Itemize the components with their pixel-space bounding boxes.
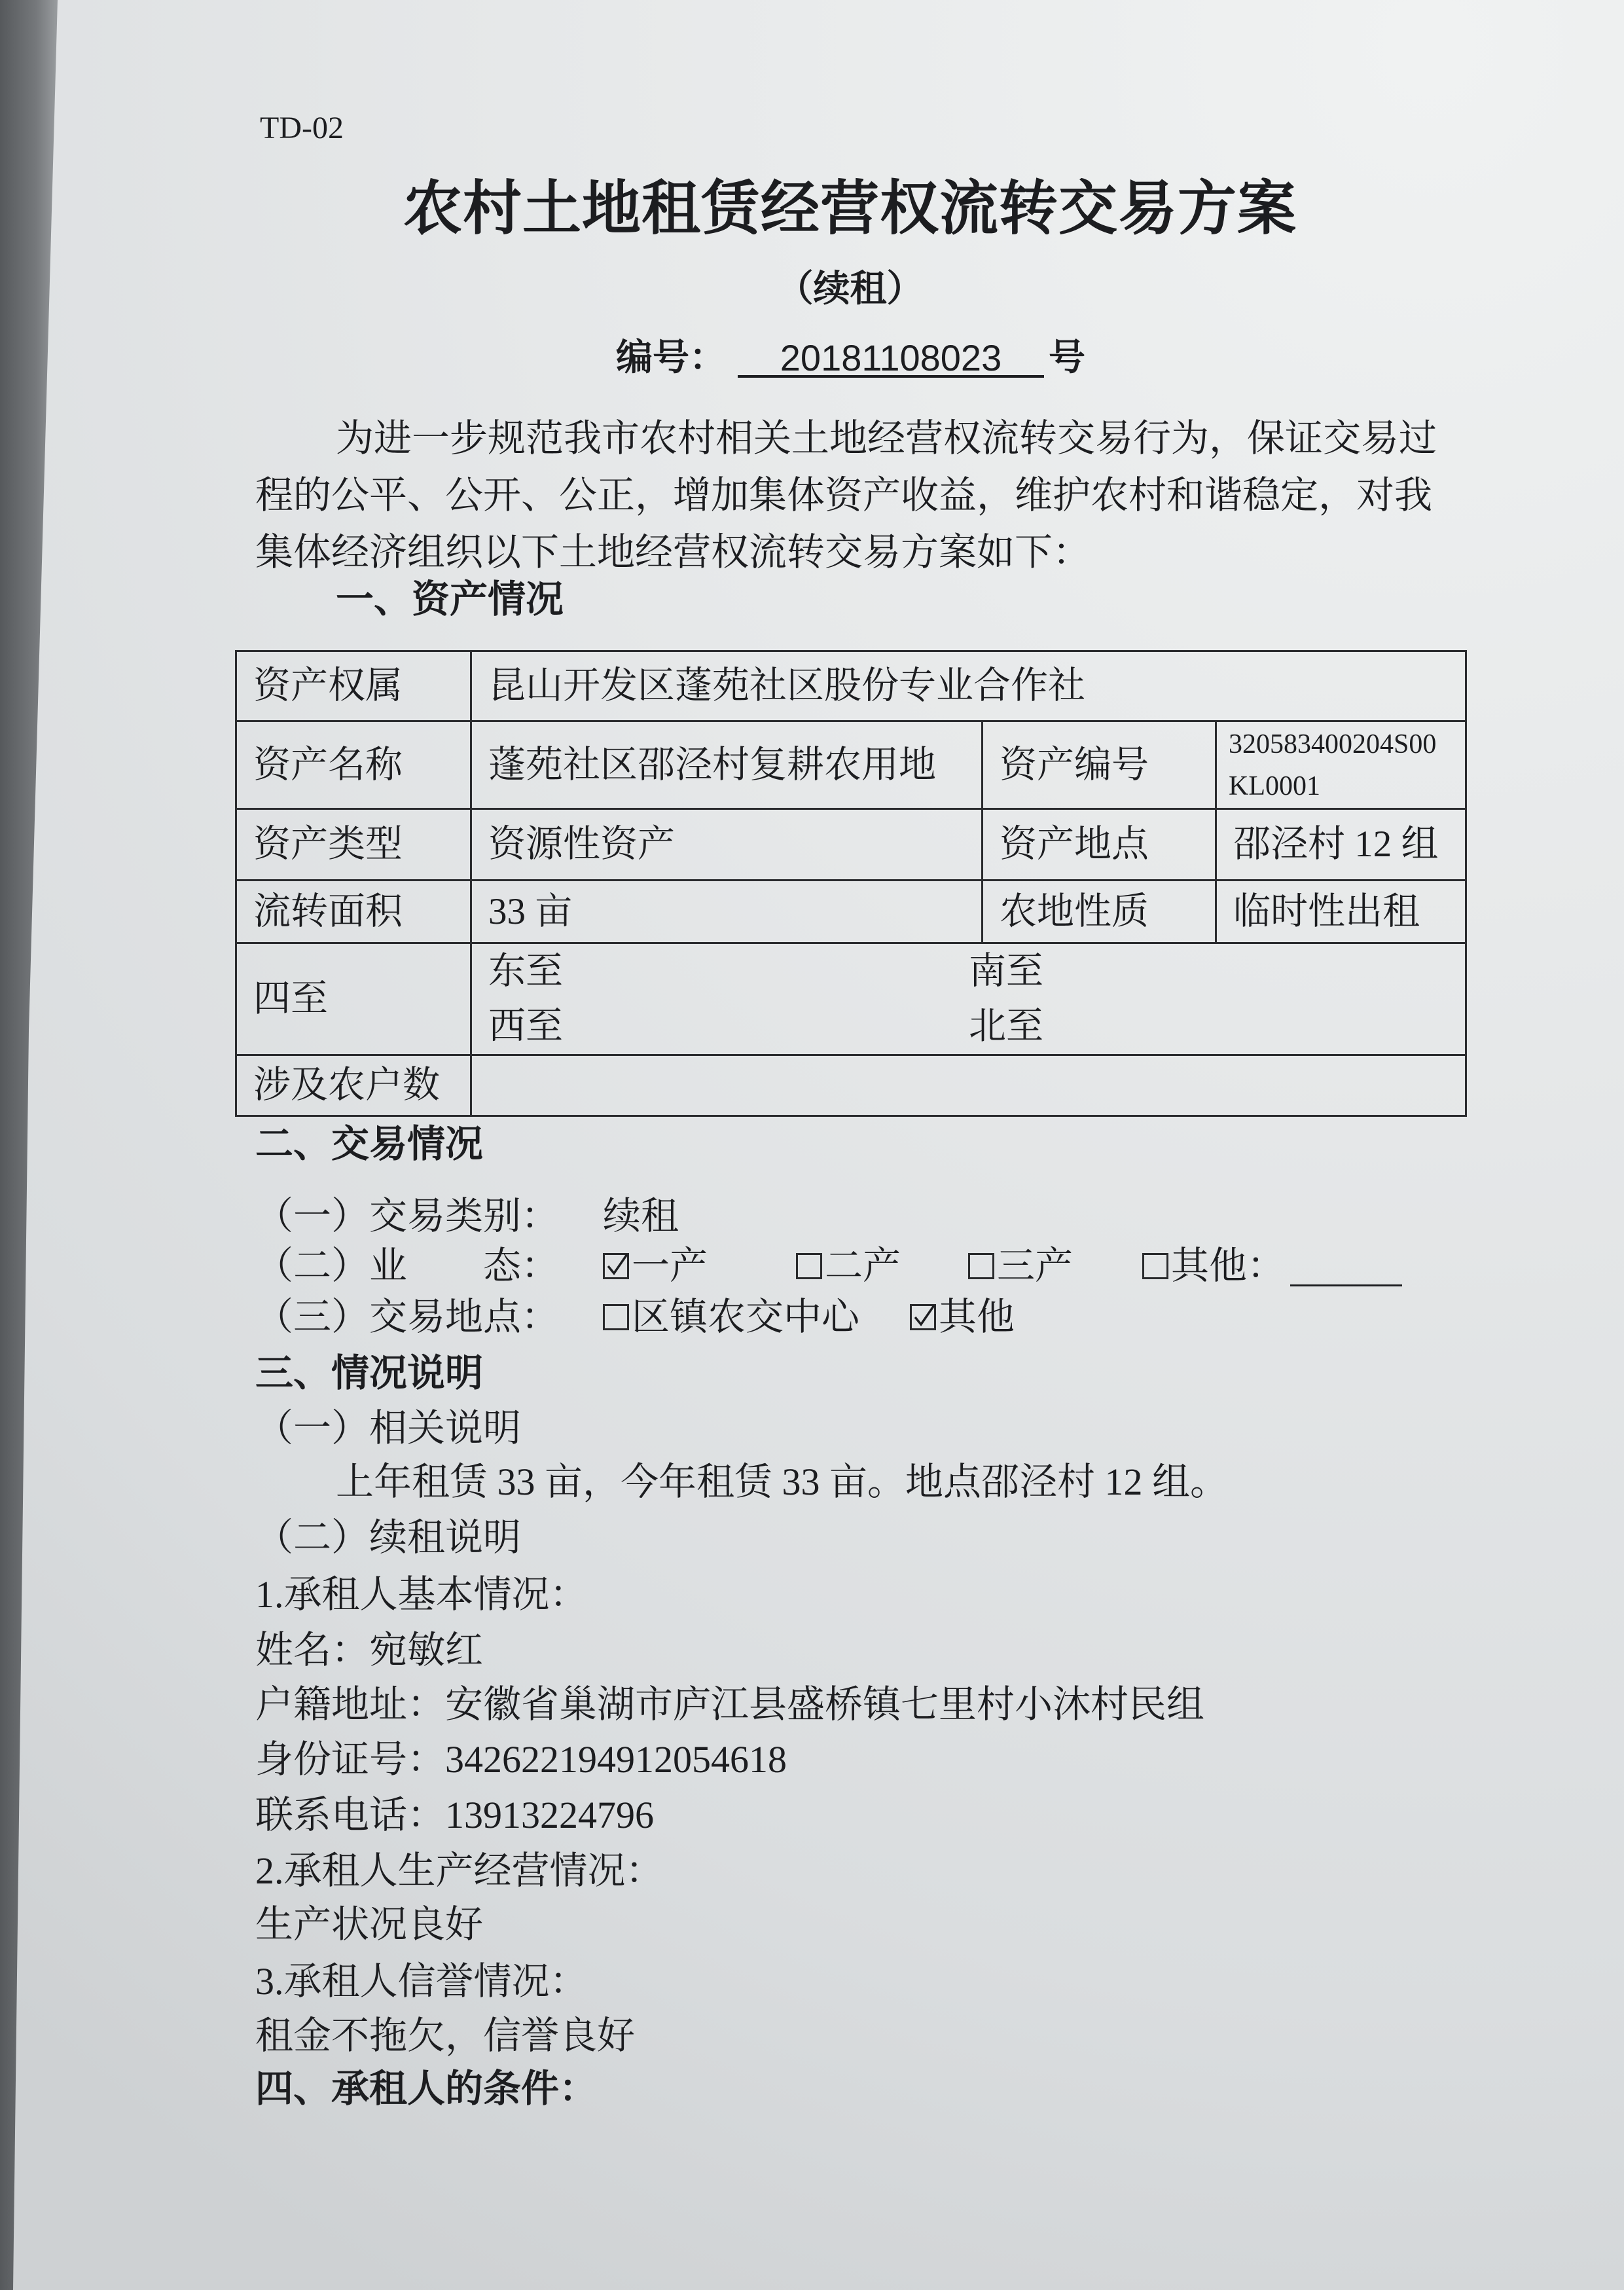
lessee-basic-heading: 1.承租人基本情况：: [255, 1573, 588, 1616]
land-nature-label: 农地性质: [983, 881, 1216, 943]
industry-option: [603, 1239, 708, 1294]
venue-option-label: 区镇农交中心: [632, 1296, 860, 1338]
number-label: 编号：: [616, 336, 726, 379]
lessee-address-line: [255, 1677, 1465, 1732]
asset-table: [235, 650, 1467, 1117]
lessee-id-value: 342622194912054618: [445, 1738, 787, 1781]
industry-label: （二）业 态：: [255, 1245, 560, 1287]
industry-option: [1142, 1239, 1402, 1294]
intro-line: 为进一步规范我市农村相关土地经营权流转交易行为，保证交易过: [336, 417, 1437, 460]
table-row: [236, 881, 1466, 943]
industry-option: [796, 1239, 901, 1294]
industry-option-label: 一产: [632, 1245, 708, 1287]
lessee-name-line: [255, 1623, 1465, 1678]
households-value: [471, 1055, 1466, 1116]
venue-option: [603, 1290, 859, 1345]
transaction-category-value: 续租: [603, 1195, 679, 1237]
number-value: 20181108023: [738, 338, 1044, 378]
boundary-north: 北至: [969, 1006, 1043, 1047]
lessee-address-value: 安徽省巢湖市庐江县盛桥镇七里村小沐村民组: [445, 1683, 1205, 1726]
boundary-label: 四至: [236, 943, 471, 1055]
boundary-grid: [488, 944, 1465, 1054]
industry-option: [968, 1239, 1073, 1294]
transaction-category-label: （一）交易类别：: [255, 1195, 560, 1237]
asset-code-label: 资产编号: [983, 721, 1216, 809]
asset-code-line: KL0001: [1229, 771, 1320, 801]
lessee-id-label: 身份证号：: [255, 1738, 446, 1781]
industry-option-label: 三产: [997, 1245, 1074, 1287]
lessee-name-label: 姓名：: [255, 1629, 370, 1671]
lessee-production-value: 生产状况良好: [255, 1903, 484, 1946]
lessee-production-heading: 2.承租人生产经营情况：: [255, 1849, 664, 1892]
lessee-phone-value: 13913224796: [445, 1794, 655, 1836]
households-label: 涉及农户数: [236, 1055, 471, 1116]
industry-option-label: 其他：: [1171, 1245, 1286, 1287]
document-subtitle: （续租）: [776, 268, 924, 310]
land-nature-value: 临时性出租: [1216, 881, 1466, 943]
lessee-id-line: [255, 1732, 1465, 1787]
checkbox-icon: [1142, 1253, 1168, 1279]
related-notes-heading: （一）相关说明: [255, 1407, 522, 1449]
industry-option-label: 二产: [825, 1245, 901, 1287]
document-number-line: [616, 335, 1085, 381]
asset-name-label: 资产名称: [236, 721, 471, 809]
table-row: [236, 1055, 1466, 1116]
document-code: TD-02: [260, 111, 344, 145]
document-title: 农村土地租赁经营权流转交易方案: [403, 174, 1297, 243]
asset-location-value: 邵泾村 12 组: [1216, 809, 1466, 881]
intro-paragraph: [255, 410, 1437, 581]
checkbox-icon: [968, 1253, 994, 1279]
related-notes-text: 上年租赁 33 亩，今年租赁 33 亩。地点邵泾村 12 组。: [336, 1461, 1229, 1503]
transfer-area-value: 33 亩: [471, 881, 983, 943]
section3-heading: 三、情况说明: [255, 1351, 484, 1395]
lessee-phone-label: 联系电话：: [255, 1794, 446, 1836]
section2-heading: 二、交易情况: [255, 1121, 484, 1166]
transaction-category-row: [255, 1189, 1465, 1244]
lessee-address-label: 户籍地址：: [255, 1683, 446, 1726]
checkbox-icon: [910, 1304, 936, 1330]
venue-option-label: 其他: [939, 1296, 1015, 1338]
table-row: [236, 809, 1466, 881]
venue-row: [255, 1290, 1465, 1345]
lessee-name-value: 宛敏红: [369, 1629, 484, 1671]
section4-heading: 四、承租人的条件：: [255, 2066, 598, 2111]
checkbox-icon: [796, 1253, 822, 1279]
table-row: [236, 651, 1466, 721]
ownership-label: 资产权属: [236, 651, 471, 721]
asset-code-value: [1216, 721, 1466, 809]
lessee-credit-value: 租金不拖欠，信誉良好: [255, 2014, 636, 2057]
asset-type-label: 资产类型: [236, 809, 471, 881]
ownership-value: 昆山开发区蓬苑社区股份专业合作社: [471, 651, 1466, 721]
photo-edge-shadow: [0, 0, 65, 2290]
asset-location-label: 资产地点: [983, 809, 1216, 881]
lessee-phone-line: [255, 1788, 1465, 1843]
asset-type-value: 资源性资产: [471, 809, 983, 881]
venue-option: [910, 1290, 1015, 1345]
lessee-credit-heading: 3.承租人信誉情况：: [255, 1960, 588, 2003]
table-row: [236, 721, 1466, 809]
industry-row: [255, 1239, 1465, 1294]
intro-line: 程的公平、公开、公正，增加集体资产收益，维护农村和谐稳定，对我: [255, 474, 1433, 517]
asset-code-line: 320583400204S00: [1229, 729, 1437, 759]
boundary-cell: [471, 943, 1466, 1055]
checkbox-icon: [603, 1304, 629, 1330]
checkbox-icon: [603, 1253, 629, 1279]
table-row: [236, 943, 1466, 1055]
intro-line: 集体经济组织以下土地经营权流转交易方案如下：: [255, 531, 1091, 573]
transfer-area-label: 流转面积: [236, 881, 471, 943]
asset-name-value: 蓬苑社区邵泾村复耕农用地: [471, 721, 983, 809]
boundary-east: 东至: [488, 951, 563, 992]
number-suffix: 号: [1049, 336, 1085, 379]
venue-label: （三）交易地点：: [255, 1296, 560, 1338]
boundary-south: 南至: [969, 951, 1043, 992]
fill-in-blank: [1290, 1284, 1402, 1286]
renewal-notes-heading: （二）续租说明: [255, 1516, 522, 1559]
section1-heading: 一、资产情况: [336, 577, 564, 621]
boundary-west: 西至: [488, 1006, 563, 1047]
